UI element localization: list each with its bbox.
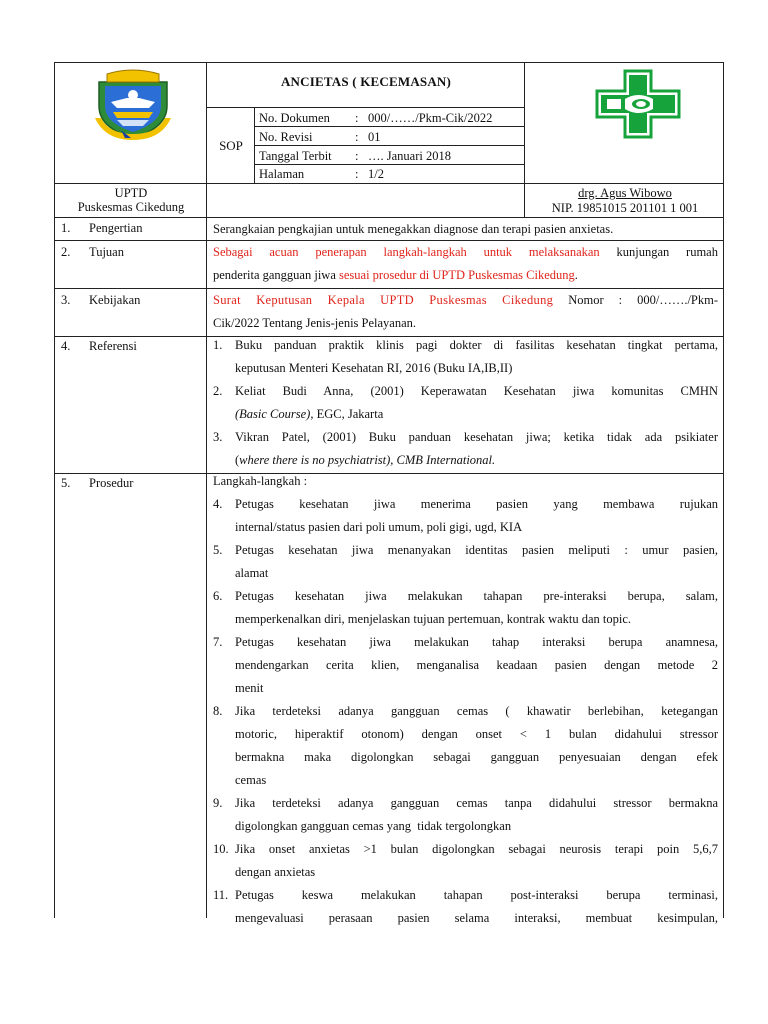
procedure-step: 5. Petugas kesehatan jiwa menanyakan identitas pasien meliputi : umur pasien, alamat [213,543,718,580]
meta-label: No. Dokumen [259,111,330,125]
referensi-list [213,334,718,472]
signer-name: drg. Agus Wibowo [578,186,672,200]
meta-label: Tanggal Terbit [259,149,332,163]
meta-label: Halaman [259,167,305,181]
section-label: Kebijakan [89,293,141,307]
document-title: ANCIETAS ( KECEMASAN) [280,74,452,89]
meta-row-tanggal: Tanggal Terbit : …. Januari 2018 [259,149,451,163]
procedure-step: 8. Jika terdeteksi adanya gangguan cemas ( khawatir berlebihan, ketegangan motoric, hiperaktif otonom) dengan onset < 1 bulan didahului stressor bermakna maka digolongkan sebagai gangguan penyesuaian dengan efek cemas [213,704,718,787]
puskesmas-logo [595,69,681,139]
prosedur-intro: Langkah-langkah : [213,474,308,488]
procedure-step: 4. Petugas kesehatan jiwa menerima pasien yang membawa rujukan internal/status pasien dari poli umum, poli gigi, ugd, KIA [213,497,718,534]
kebijakan-text: Surat Keputusan Kepala UPTD Puskesmas Cikedung Nomor : 000/……./Pkm- Cik/2022 Tentang Jenis-jenis Pelayanan. [213,293,718,330]
row-pengertian: 1. Pengertian Serangkaian pengkajian untuk menegakkan diagnose dan terapi pasien anxietas. [55,218,723,241]
meta-row-revisi: No. Revisi : 01 [259,130,381,144]
section-label: Prosedur [89,476,134,490]
section-label: Pengertian [89,221,143,235]
divider [55,183,723,184]
unit-name: UPTD Puskesmas Cikedung [77,186,185,214]
meta-row-halaman: Halaman : 1/2 [259,167,384,181]
meta-label: No. Revisi [259,130,313,144]
tujuan-text: Sebagai acuan penerapan langkah-langkah untuk melaksanakan kunjungan rumah penderita gangguan jiwa sesuai prosedur di UPTD Puskesmas Cikedung. [213,245,718,282]
reference-item: 3. Vikran Patel, (2001) Buku panduan kesehatan jiwa; ketika tidak ada psikiater (where there is no psychiatrist), CMB International. [213,430,718,467]
meta-value: …. Januari 2018 [368,149,451,163]
sop-header-table [54,62,724,218]
signer-block [525,186,725,216]
pengertian-text: Serangkaian pengkajian untuk menegakkan diagnose dan terapi pasien anxietas. [213,222,614,236]
divider [254,145,524,146]
regency-crest-logo [91,68,175,140]
row-tujuan: 2. Tujuan Sebagai acuan penerapan langkah-langkah untuk melaksanakan kunjungan rumah penderita gangguan jiwa sesuai prosedur di UPTD Puskesmas Cikedung. [55,240,723,289]
row-kebijakan: 3. Kebijakan Surat Keputusan Kepala UPTD Puskesmas Cikedung Nomor : 000/……./Pkm- Cik/2022 Tentang Jenis-jenis Pelayanan. [55,288,723,337]
divider [206,107,524,108]
section-label: Tujuan [89,245,124,259]
prosedur-list [213,470,718,930]
row-referensi: 4. Referensi 1. Buku panduan praktik klinis pagi dokter di fasilitas kesehatan tingkat pertama, keputusan Menteri Kesehatan RI, 2016 (Buku IA,IB,II) 2. Keliat Budi Anna, (2001) Keperawatan Kesehatan jiwa komunitas CMHN (Basic Course), EGC, Jakarta 3. Vikran Patel, (2001) Buku panduan kesehatan jiwa; ketika tidak ada psikiater (where there is no psychiatrist), CMB International. [55,336,723,474]
signer-nip: NIP. 19851015 201101 1 001 [551,201,699,215]
reference-item: 2. Keliat Budi Anna, (2001) Keperawatan Kesehatan jiwa komunitas CMHN (Basic Course), EGC, Jakarta [213,384,718,421]
sop-body-table [54,218,724,925]
row-prosedur: 5. Prosedur Langkah-langkah : 4. Petugas kesehatan jiwa menerima pasien yang membawa rujukan internal/status pasien dari poli umum, poli gigi, ugd, KIA 5. Petugas kesehatan jiwa menanyakan identitas pasien meliputi : umur pasien, alamat 6. Petugas kesehatan jiwa melakukan tahapan pre-interaksi berupa, salam, memperkenalkan diri, menjelaskan tujuan pertemuan, kontrak waktu dan topic. 7. Petugas kesehatan jiwa melakukan tahap interaksi berupa anamnesa, mendengarkan cerita klien, menganalisa keadaan pasien dengan metode 2 menit 8. Jika terdeteksi adanya gangguan cemas ( khawatir berlebihan, ketegangan motoric, hiperaktif otonom) dengan onset < 1 bulan didahului stressor bermakna maka digolongkan sebagai gangguan penyesuaian dengan efek cemas 9. Jika terdeteksi adanya gangguan cemas tanpa didahului stressor bermakna digolongkan gangguan cemas yang tidak tergolongkan 10. Jika onset anxietas >1 bulan digolongkan sebagai neurosis terapi poin 5,6,7 dengan anxietas 11. Petugas keswa melakukan tahapan post-interaksi berupa terminasi, mengevaluasi perasaan pasien selama interaksi, membuat kesimpulan, [55,473,723,918]
reference-item: 1. Buku panduan praktik klinis pagi dokter di fasilitas kesehatan tingkat pertama, keputusan Menteri Kesehatan RI, 2016 (Buku IA,IB,II) [213,338,718,375]
meta-row-dokumen: No. Dokumen : 000/……/Pkm-Cik/2022 [259,111,493,125]
procedure-step: 7. Petugas kesehatan jiwa melakukan tahap interaksi berupa anamnesa, mendengarkan cerita klien, menganalisa keadaan pasien dengan metode 2 menit [213,635,718,695]
meta-value: 1/2 [368,167,384,181]
meta-value: 01 [368,130,381,144]
procedure-step: 9. Jika terdeteksi adanya gangguan cemas tanpa didahului stressor bermakna digolongkan gangguan cemas yang tidak tergolongkan [213,796,718,833]
procedure-step: 10. Jika onset anxietas >1 bulan digolongkan sebagai neurosis terapi poin 5,6,7 dengan anxietas [213,842,718,879]
sop-label: SOP [219,138,243,153]
procedure-step: 11. Petugas keswa melakukan tahapan post-interaksi berupa terminasi, mengevaluasi perasaan pasien selama interaksi, membuat kesimpulan, [213,888,718,925]
procedure-step: 6. Petugas kesehatan jiwa melakukan tahapan pre-interaksi berupa, salam, memperkenalkan diri, menjelaskan tujuan pertemuan, kontrak waktu dan topic. [213,589,718,626]
section-label: Referensi [89,339,137,353]
divider [254,126,524,127]
divider [254,164,524,165]
meta-value: 000/……/Pkm-Cik/2022 [368,111,493,125]
